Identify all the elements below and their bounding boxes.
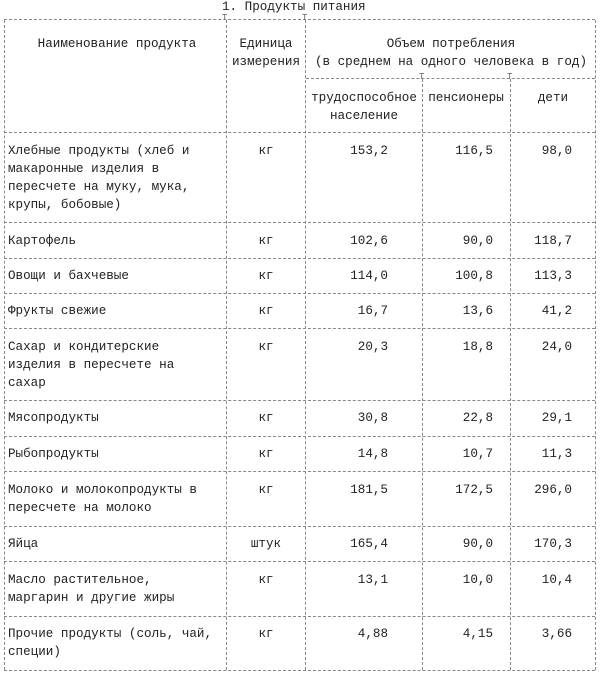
row-name-line: изделия в пересчете на xyxy=(8,358,175,372)
row-unit: кг xyxy=(258,447,274,461)
header-working-line1: трудоспособное xyxy=(311,91,417,105)
row-value-children: 3,66 xyxy=(541,627,572,641)
row-name-line: Масло растительное, xyxy=(8,573,152,587)
row-value-working: 102,6 xyxy=(350,234,388,248)
row-name-line: пересчете на муку, мука, xyxy=(8,180,190,194)
header-unit-line1: Единица xyxy=(239,37,293,51)
border-junction: T xyxy=(302,13,308,23)
row-value-children: 296,0 xyxy=(534,483,572,497)
row-name-line: пересчете на молоко xyxy=(8,501,152,515)
row-name-line: Мясопродукты xyxy=(8,411,99,425)
row-unit: кг xyxy=(258,340,274,354)
row-name-line: макаронные изделия в xyxy=(8,162,160,176)
row-name-line: Фрукты свежие xyxy=(8,304,107,318)
row-separator xyxy=(4,436,595,437)
row-value-children: 118,7 xyxy=(534,234,572,248)
row-name-line: Молоко и молокопродукты в xyxy=(8,483,197,497)
row-unit: кг xyxy=(258,269,274,283)
row-value-children: 29,1 xyxy=(541,411,572,425)
row-value-children: 24,0 xyxy=(541,340,572,354)
row-value-working: 165,4 xyxy=(350,537,388,551)
column-divider xyxy=(422,79,423,670)
border-junction: T xyxy=(222,13,228,23)
row-unit: штук xyxy=(250,537,282,551)
row-value-pensioners: 22,8 xyxy=(462,411,493,425)
row-unit: кг xyxy=(258,573,274,587)
row-unit: кг xyxy=(258,144,274,158)
row-value-working: 4,88 xyxy=(357,627,388,641)
table-bottom-border xyxy=(4,670,595,671)
row-value-pensioners: 90,0 xyxy=(462,234,493,248)
row-value-children: 41,2 xyxy=(541,304,572,318)
column-divider xyxy=(510,79,511,670)
row-unit: кг xyxy=(258,483,274,497)
row-separator xyxy=(4,132,595,133)
row-value-children: 170,3 xyxy=(534,537,572,551)
row-name-line: Овощи и бахчевые xyxy=(8,269,129,283)
row-value-pensioners: 116,5 xyxy=(455,144,493,158)
row-value-children: 10,4 xyxy=(541,573,572,587)
row-value-working: 153,2 xyxy=(350,144,388,158)
row-value-pensioners: 18,8 xyxy=(462,340,493,354)
row-value-working: 30,8 xyxy=(357,411,388,425)
row-value-working: 14,8 xyxy=(357,447,388,461)
row-unit: кг xyxy=(258,627,274,641)
row-name-line: Хлебные продукты (хлеб и xyxy=(8,144,190,158)
row-unit: кг xyxy=(258,234,274,248)
row-separator xyxy=(4,616,595,617)
border-junction: T xyxy=(419,72,425,82)
row-value-pensioners: 4,15 xyxy=(462,627,493,641)
row-separator xyxy=(4,471,595,472)
row-value-working: 13,1 xyxy=(357,573,388,587)
row-value-pensioners: 10,7 xyxy=(462,447,493,461)
row-value-working: 114,0 xyxy=(350,269,388,283)
header-unit-line2: измерения xyxy=(231,55,301,69)
header-volume-line1: Объем потребления xyxy=(386,37,516,51)
row-name-line: Сахар и кондитерские xyxy=(8,340,160,354)
row-name-line: специи) xyxy=(8,645,61,659)
row-value-working: 16,7 xyxy=(357,304,388,318)
row-name-line: Яйца xyxy=(8,537,39,551)
row-separator xyxy=(4,222,595,223)
row-name-line: сахар xyxy=(8,376,46,390)
row-separator xyxy=(4,328,595,329)
row-separator xyxy=(4,400,595,401)
row-separator xyxy=(4,258,595,259)
table-right-border xyxy=(595,20,596,670)
row-value-working: 20,3 xyxy=(357,340,388,354)
row-value-working: 181,5 xyxy=(350,483,388,497)
row-value-children: 98,0 xyxy=(541,144,572,158)
column-divider xyxy=(226,20,227,670)
column-divider xyxy=(305,20,306,670)
header-sub-border xyxy=(306,78,595,79)
row-unit: кг xyxy=(258,304,274,318)
row-separator xyxy=(4,293,595,294)
row-separator xyxy=(4,561,595,562)
row-value-children: 11,3 xyxy=(541,447,572,461)
header-children: дети xyxy=(537,91,569,105)
row-value-pensioners: 100,8 xyxy=(455,269,493,283)
table-top-border xyxy=(4,19,595,20)
row-value-pensioners: 90,0 xyxy=(462,537,493,551)
row-name-line: Картофель xyxy=(8,234,77,248)
row-unit: кг xyxy=(258,411,274,425)
row-value-children: 113,3 xyxy=(534,269,572,283)
header-volume-line2: (в среднем на одного человека в год) xyxy=(314,55,588,69)
border-junction: T xyxy=(507,72,513,82)
header-name: Наименование продукта xyxy=(37,37,197,51)
row-name-line: Рыбопродукты xyxy=(8,447,99,461)
row-separator xyxy=(4,526,595,527)
header-pensioners: пенсионеры xyxy=(428,91,504,105)
row-value-pensioners: 172,5 xyxy=(455,483,493,497)
table-title: 1. Продукты питания xyxy=(222,0,366,14)
row-value-pensioners: 10,0 xyxy=(462,573,493,587)
row-value-pensioners: 13,6 xyxy=(462,304,493,318)
row-name-line: крупы, бобовые) xyxy=(8,198,122,212)
row-name-line: Прочие продукты (соль, чай, xyxy=(8,627,213,641)
table-left-border xyxy=(4,20,5,670)
row-name-line: маргарин и другие жиры xyxy=(8,591,175,605)
header-working-line2: население xyxy=(329,109,399,123)
